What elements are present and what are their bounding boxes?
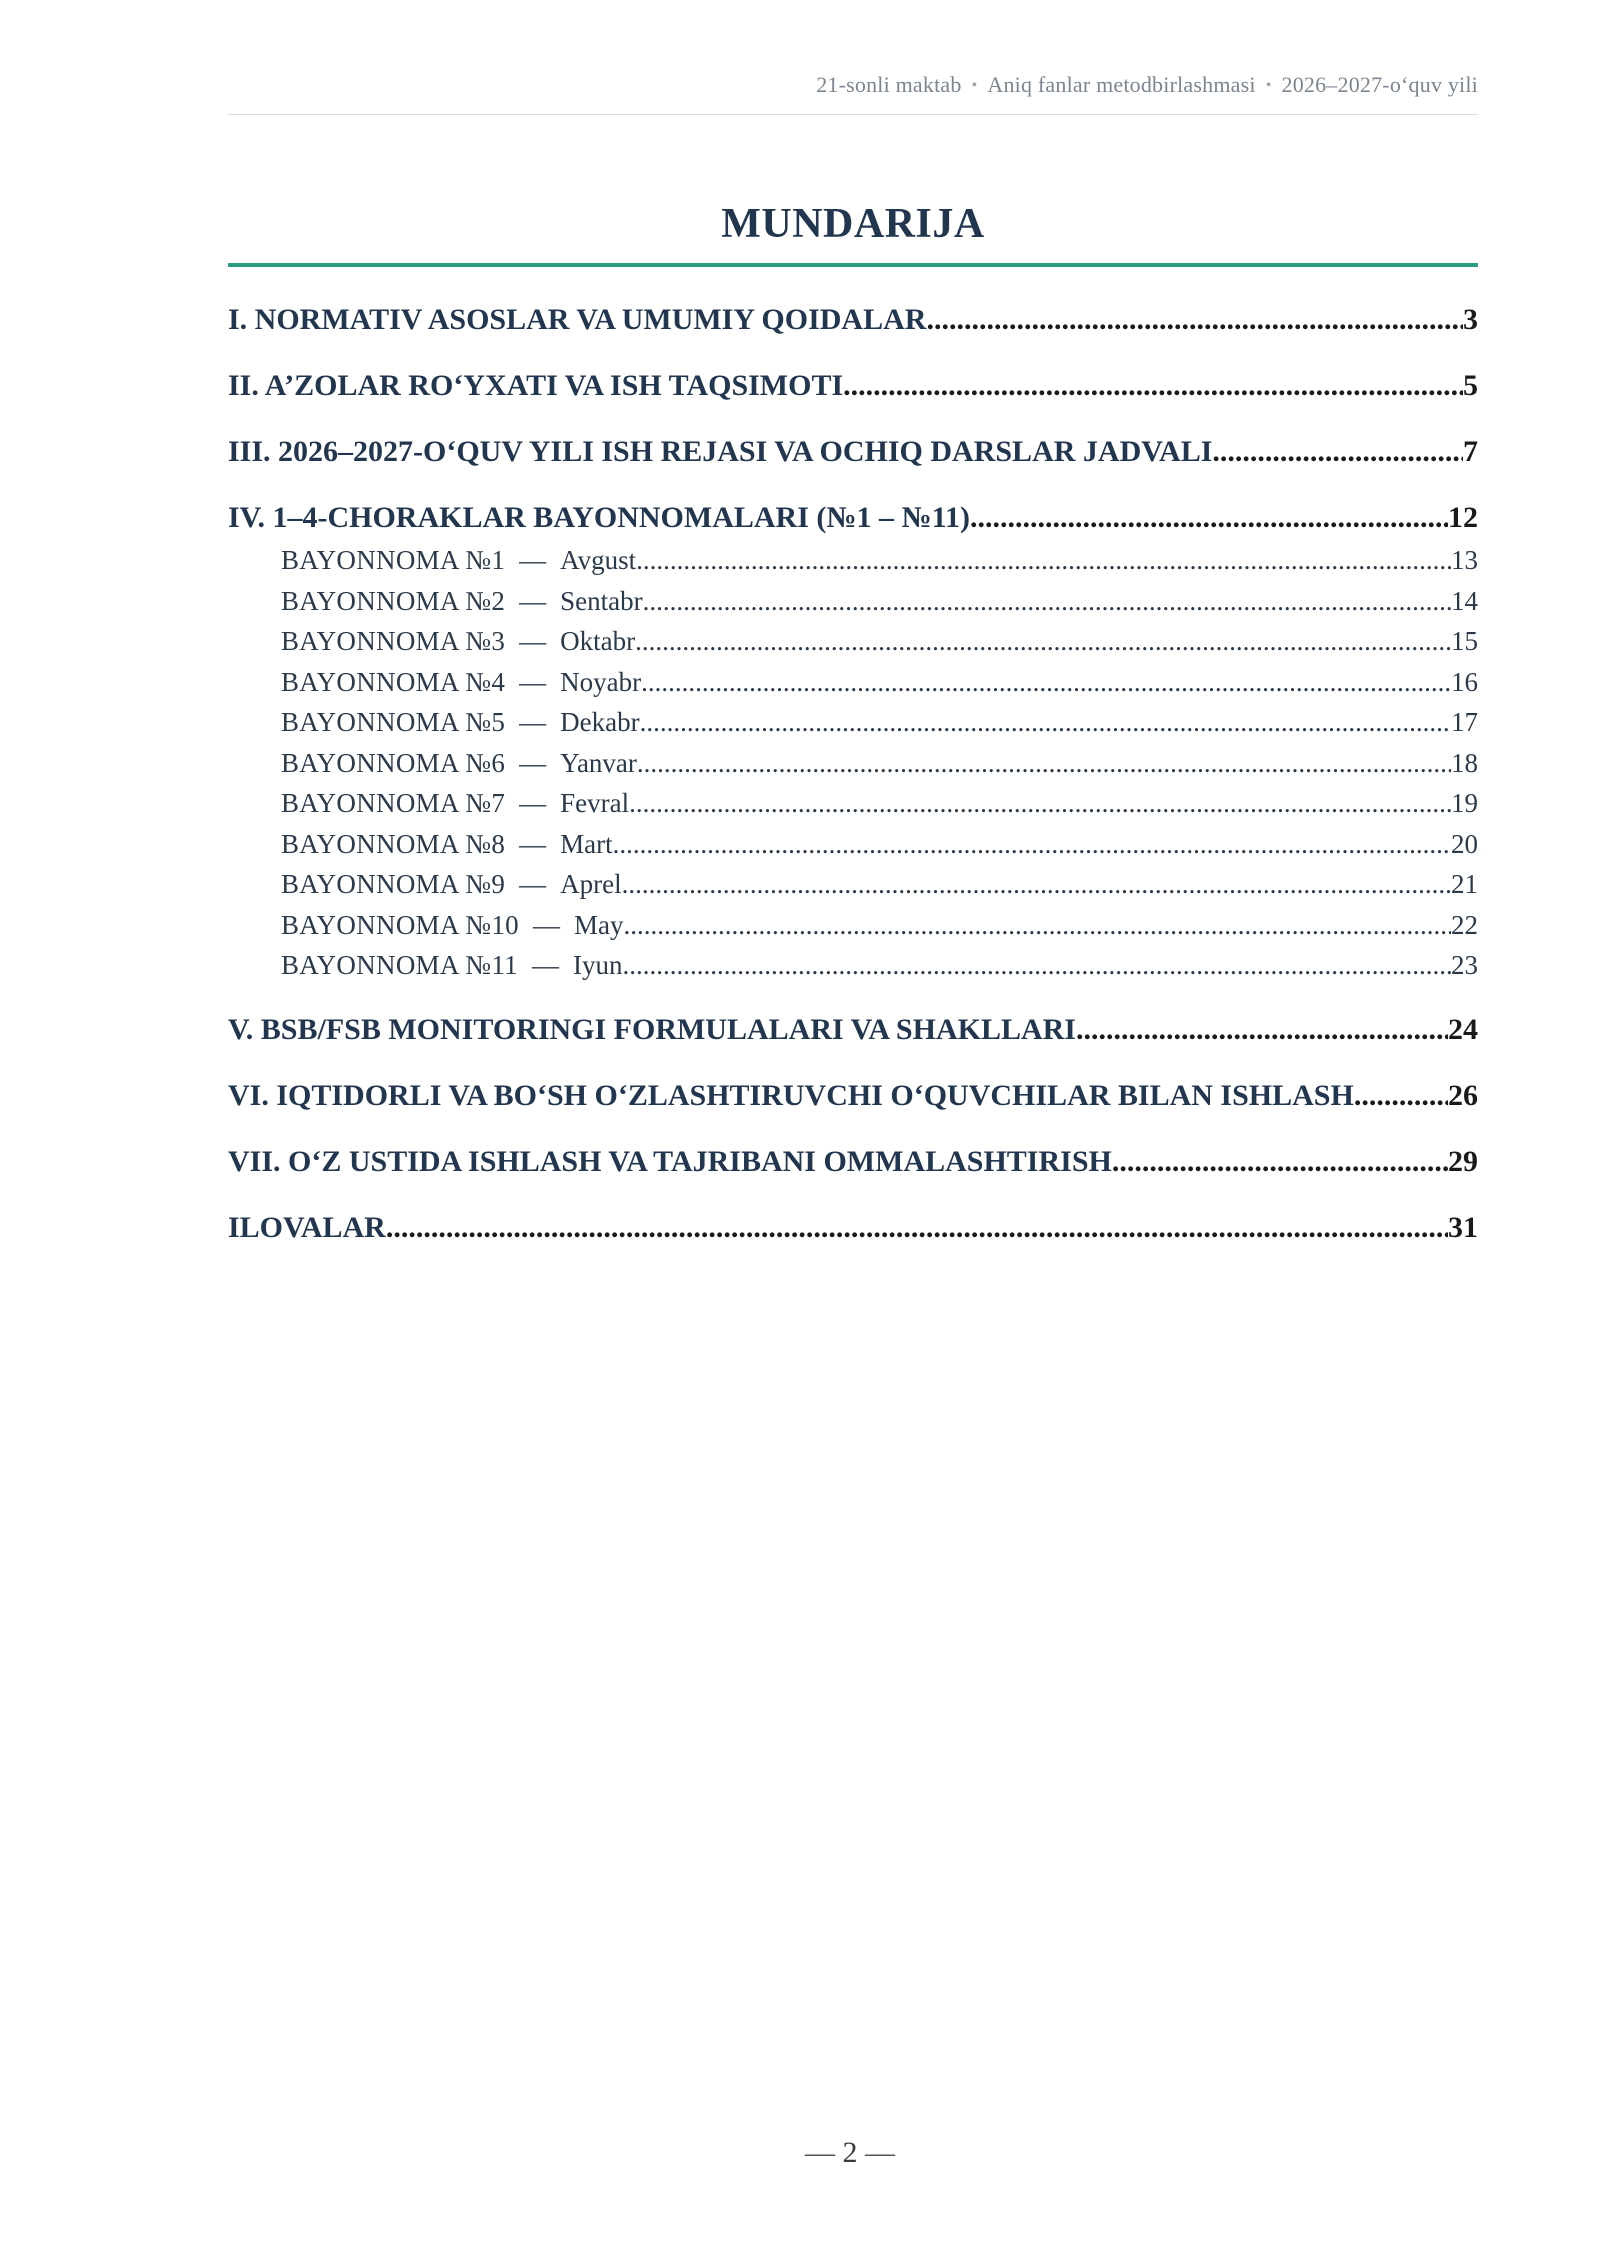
toc-entry[interactable] xyxy=(228,1206,1478,1250)
protocol-number: BAYONNOMA №10 xyxy=(281,909,519,940)
toc-leader-dots xyxy=(1112,1140,1448,1184)
toc-leader-dots xyxy=(622,945,1451,986)
toc-leader-dots xyxy=(629,783,1451,824)
protocol-number: BAYONNOMA №6 xyxy=(281,747,506,778)
page-number: 2 xyxy=(842,2136,858,2169)
toc-leader-dots xyxy=(1354,1074,1448,1118)
header-year: 2026–2027-o‘quv yili xyxy=(1281,72,1478,97)
page-number-footer xyxy=(0,2136,1600,2170)
toc-subentry-page: 14 xyxy=(1451,585,1478,616)
toc-entry[interactable] xyxy=(228,1140,1478,1184)
protocol-month: Oktabr xyxy=(560,626,636,656)
toc-leader-dots xyxy=(635,621,1451,662)
header-separator: • xyxy=(971,77,978,94)
toc-subentry-page: 15 xyxy=(1451,626,1478,656)
toc-subentry-page: 22 xyxy=(1451,909,1478,940)
toc-entry[interactable] xyxy=(228,364,1478,408)
toc-subentry[interactable] xyxy=(228,743,1478,784)
page-title: MUNDARIJA xyxy=(721,201,985,247)
protocol-month: Mart xyxy=(560,828,613,859)
toc-subentry-page: 13 xyxy=(1451,545,1478,575)
protocol-dash: — xyxy=(519,788,547,818)
toc-leader-dots xyxy=(623,905,1451,946)
toc-entry-label: IV. 1–4-CHORAKLAR BAYONNOMALARI (№1 – №11) xyxy=(228,501,971,534)
toc-subentry-page: 21 xyxy=(1451,869,1478,899)
protocol-dash: — xyxy=(532,909,560,940)
toc-entry-page: 12 xyxy=(1448,501,1478,534)
protocol-month: May xyxy=(573,909,624,940)
toc-entry-label: II. A’ZOLAR RO‘YXATI VA ISH TAQSIMOTI xyxy=(228,369,844,402)
footer-dash-right: — xyxy=(865,2136,895,2169)
protocol-month: Sentabr xyxy=(560,585,643,616)
toc-subentry-page: 19 xyxy=(1451,788,1478,818)
protocol-month: Fevral xyxy=(560,788,630,818)
toc-leader-dots xyxy=(636,540,1451,581)
toc-entry-label: VI. IQTIDORLI VA BO‘SH O‘ZLASHTIRUVCHI O‘QUVCHILAR BILAN ISHLASH xyxy=(228,1078,1354,1112)
toc-entry-label: V. BSB/FSB MONITORINGI FORMULALARI VA SHAKLLARI xyxy=(228,1012,1076,1046)
protocol-number: BAYONNOMA №7 xyxy=(281,788,506,818)
protocol-number: BAYONNOMA №9 xyxy=(281,869,506,899)
toc-entry-label: III. 2026–2027-O‘QUV YILI ISH REJASI VA OCHIQ DARSLAR JADVALI xyxy=(228,435,1213,468)
protocol-dash: — xyxy=(519,666,547,697)
protocol-dash: — xyxy=(519,585,547,616)
protocol-dash: — xyxy=(519,828,547,859)
toc-leader-dots xyxy=(970,496,1448,540)
protocol-number: BAYONNOMA №5 xyxy=(281,707,506,737)
protocol-month: Dekabr xyxy=(560,707,640,737)
toc-leader-dots xyxy=(643,581,1451,622)
toc-subentry[interactable] xyxy=(228,905,1478,946)
protocol-number: BAYONNOMA №4 xyxy=(281,666,506,697)
title-underline xyxy=(228,263,1478,267)
table-of-contents xyxy=(228,298,1478,1272)
protocol-dash: — xyxy=(519,707,547,737)
header-separator: • xyxy=(1265,77,1272,94)
toc-subentry-page: 20 xyxy=(1451,828,1478,859)
toc-entry[interactable] xyxy=(228,1008,1478,1052)
protocol-month: Yanvar xyxy=(560,747,637,778)
toc-leader-dots xyxy=(640,702,1451,743)
protocol-month: Noyabr xyxy=(560,666,642,697)
toc-subentry-page: 23 xyxy=(1451,950,1478,980)
protocol-dash: — xyxy=(519,747,547,778)
running-header xyxy=(228,72,1478,115)
protocol-number: BAYONNOMA №2 xyxy=(281,585,506,616)
header-school: 21-sonli maktab xyxy=(816,72,962,97)
toc-subentry[interactable] xyxy=(228,702,1478,743)
toc-entry-page: 7 xyxy=(1463,435,1478,468)
toc-entry-label: VII. O‘Z USTIDA ISHLASH VA TAJRIBANI OMMALASHTIRISH xyxy=(228,1144,1112,1178)
toc-entry-label: I. NORMATIV ASOSLAR VA UMUMIY QOIDALAR xyxy=(228,303,927,336)
toc-subentry[interactable] xyxy=(228,581,1478,622)
toc-subentry-page: 17 xyxy=(1451,707,1478,737)
toc-entry-page: 29 xyxy=(1448,1144,1478,1178)
toc-entry[interactable] xyxy=(228,496,1478,540)
protocol-month: Avgust xyxy=(560,545,637,575)
header-union: Aniq fanlar metodbirlashmasi xyxy=(987,72,1256,97)
protocol-dash: — xyxy=(519,626,547,656)
footer-dash-left: — xyxy=(805,2136,835,2169)
toc-entry-page: 3 xyxy=(1463,303,1478,336)
toc-entry-page: 31 xyxy=(1448,1210,1478,1244)
toc-leader-dots xyxy=(1076,1008,1448,1052)
toc-leader-dots xyxy=(613,824,1451,865)
protocol-dash: — xyxy=(531,950,559,980)
toc-subentry[interactable] xyxy=(228,540,1478,581)
toc-subentry[interactable] xyxy=(228,783,1478,824)
toc-leader-dots xyxy=(926,298,1463,342)
protocol-dash: — xyxy=(519,545,547,575)
toc-subentry[interactable] xyxy=(228,864,1478,905)
toc-entry-page: 24 xyxy=(1448,1012,1478,1046)
protocol-number: BAYONNOMA №1 xyxy=(281,545,506,575)
protocol-dash: — xyxy=(519,869,547,899)
protocol-month: Iyun xyxy=(572,950,623,980)
toc-subentry[interactable] xyxy=(228,621,1478,662)
toc-entry-page: 5 xyxy=(1463,369,1478,402)
protocol-number: BAYONNOMA №3 xyxy=(281,626,506,656)
toc-subentry-page: 18 xyxy=(1451,747,1478,778)
protocol-number: BAYONNOMA №11 xyxy=(281,950,518,980)
toc-leader-dots xyxy=(637,743,1451,784)
toc-entry-page: 26 xyxy=(1448,1078,1478,1112)
toc-subentry[interactable] xyxy=(228,824,1478,865)
protocol-month: Aprel xyxy=(560,869,622,899)
toc-leader-dots xyxy=(1212,430,1463,474)
toc-leader-dots xyxy=(622,864,1451,905)
toc-entry[interactable] xyxy=(228,430,1478,474)
protocol-list xyxy=(228,540,1478,986)
toc-leader-dots xyxy=(843,364,1463,408)
toc-entry[interactable] xyxy=(228,1074,1478,1118)
toc-leader-dots xyxy=(641,662,1451,703)
toc-subentry[interactable] xyxy=(228,662,1478,703)
protocol-number: BAYONNOMA №8 xyxy=(281,828,506,859)
toc-leader-dots xyxy=(386,1206,1448,1250)
toc-entry[interactable] xyxy=(228,298,1478,342)
toc-subentry-page: 16 xyxy=(1451,666,1478,697)
toc-entry-label: ILOVALAR xyxy=(228,1210,386,1244)
toc-subentry[interactable] xyxy=(228,945,1478,986)
